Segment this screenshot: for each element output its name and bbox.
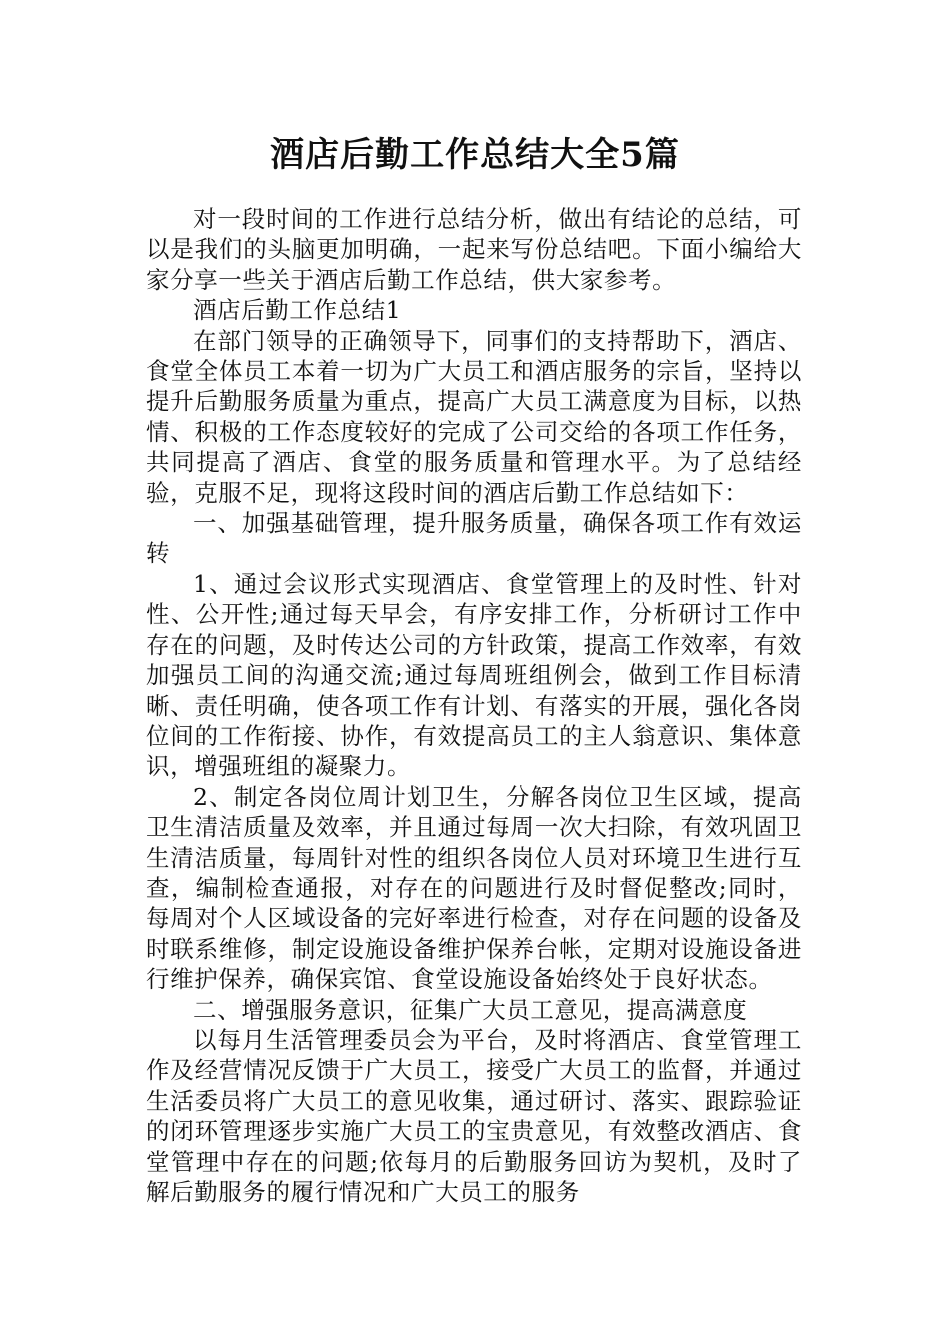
- intro-paragraph: 对一段时间的工作进行总结分析，做出有结论的总结，可以是我们的头脑更加明确，一起来写份总结吧。下面小编给大家分享一些关于酒店后勤工作总结，供大家参考。: [146, 205, 802, 294]
- document-title: 酒店后勤工作总结大全5篇: [270, 135, 680, 175]
- section-heading-one: 一、加强基础管理，提升服务质量，确保各项工作有效运转: [146, 509, 802, 568]
- body-paragraph: 1、通过会议形式实现酒店、食堂管理上的及时性、针对性、公开性;通过每天早会，有序安排工作，分析研讨工作中存在的问题，及时传达公司的方针政策，提高工作效率，有效加强员工间的沟通交流;通过每周班组例会，做到工作目标清晰、责任明确，使各项工作有计划、有落实的开展，强化各岗位间的工作衔接、协作，有效提高员工的主人翁意识、集体意识，增强班组的凝聚力。: [146, 569, 802, 781]
- section-heading-two: 二、增强服务意识，征集广大员工意见，提高满意度: [193, 995, 748, 1024]
- body-paragraph: 在部门领导的正确领导下，同事们的支持帮助下，酒店、食堂全体员工本着一切为广大员工和酒店服务的宗旨，坚持以提升后勤服务质量为重点，提高广大员工满意度为目标，以热情、积极的工作态度较好的完成了公司交给的各项工作任务，共同提高了酒店、食堂的服务质量和管理水平。为了总结经验，克服不足，现将这段时间的酒店后勤工作总结如下：: [146, 326, 802, 507]
- section-heading-summary-1: 酒店后勤工作总结1: [193, 296, 402, 325]
- document-body: [146, 204, 802, 1207]
- body-paragraph: 2、制定各岗位周计划卫生，分解各岗位卫生区域，提高卫生清洁质量及效率，并且通过每周一次大扫除，有效巩固卫生清洁质量，每周针对性的组织各岗位人员对环境卫生进行互查，编制检查通报，对存在的问题进行及时督促整改;同时，每周对个人区域设备的完好率进行检查，对存在问题的设备及时联系维修，制定设施设备维护保养台帐，定期对设施设备进行维护保养，确保宾馆、食堂设施设备始终处于良好状态。: [146, 782, 802, 994]
- body-paragraph: 以每月生活管理委员会为平台，及时将酒店、食堂管理工作及经营情况反馈于广大员工，接受广大员工的监督，并通过生活委员将广大员工的意见收集，通过研讨、落实、跟踪验证的闭环管理逐步实施广大员工的宝贵意见，有效整改酒店、食堂管理中存在的问题;依每月的后勤服务回访为契机，及时了解后勤服务的履行情况和广大员工的服务: [146, 1025, 802, 1206]
